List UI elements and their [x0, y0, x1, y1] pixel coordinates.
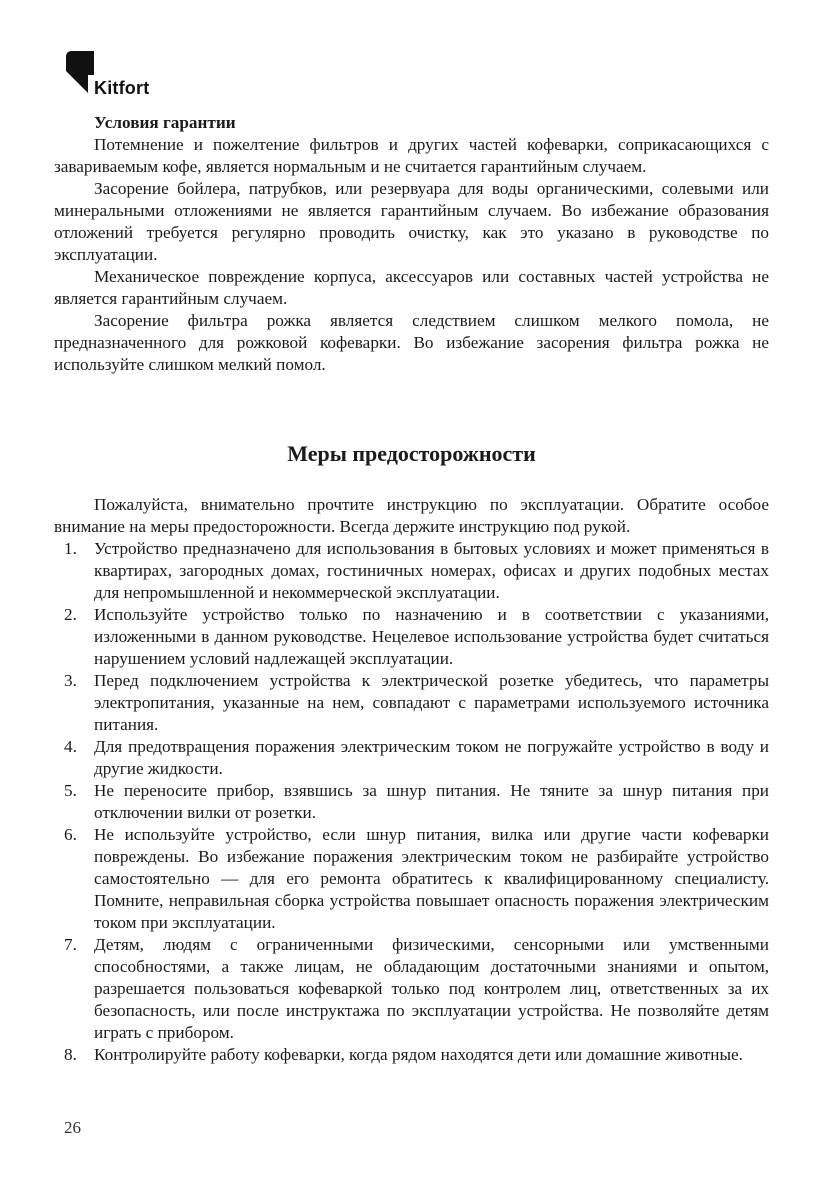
warranty-heading: Условия гарантии — [94, 113, 236, 132]
list-item — [54, 780, 769, 824]
list-item — [54, 736, 769, 780]
item-text: Не переносите прибор, взявшись за шнур питания. Не тяните за шнур питания при отключении вилки от розетки. — [94, 781, 769, 822]
item-number: 1. — [64, 539, 77, 558]
item-text: Детям, людям с ограниченными физическими, сенсорными или умственными способностями, а также лицам, не обладающим достаточными знаниями и опытом, разрешается пользоваться кофеваркой только под контролем лиц, ответственных за их безопасность, или после инструктажа по эксплуатации устройства. Не позволяйте детям играть с прибором. — [94, 935, 769, 1042]
item-number: 5. — [64, 781, 77, 800]
item-number: 8. — [64, 1045, 77, 1064]
warranty-paragraph: Засорение бойлера, патрубков, или резервуара для воды органическими, солевыми или минеральными отложениями не является гарантийным случаем. Во избежание образования отложений требуется регулярно проводить очистку, как это указано в руководстве по эксплуатации. — [54, 179, 769, 264]
precautions-intro: Пожалуйста, внимательно прочтите инструкцию по эксплуатации. Обратите особое внимание на меры предосторожности. Всегда держите инструкцию под рукой. — [54, 495, 769, 536]
list-item — [54, 934, 769, 1044]
item-number: 4. — [64, 737, 77, 756]
item-text: Для предотвращения поражения электрическим током не погружайте устройство в воду и другие жидкости. — [94, 737, 769, 778]
item-text: Перед подключением устройства к электрической розетке убедитесь, что параметры электропитания, указанные на нем, совпадают с параметрами используемого источника питания. — [94, 671, 769, 734]
item-text: Используйте устройство только по назначению и в соответствии с указаниями, изложенными в данном руководстве. Нецелевое использование устройства будет считаться нарушением условий надлежащей эксплуатации. — [94, 605, 769, 668]
warranty-paragraph: Потемнение и пожелтение фильтров и других частей кофеварки, соприкасающихся с завариваемым кофе, является нормальным и не считается гарантийным случаем. — [54, 135, 769, 176]
warranty-paragraph: Механическое повреждение корпуса, аксессуаров или составных частей устройства не является гарантийным случаем. — [54, 267, 769, 308]
item-number: 3. — [64, 671, 77, 690]
list-item — [54, 538, 769, 604]
item-text: Не используйте устройство, если шнур питания, вилка или другие части кофеварки повреждены. Во избежание поражения электрическим током не разбирайте устройство самостоятельно — для его ремонта обратитесь к квалифицированному специалисту. Помните, неправильная сборка устройства повышает опасность поражения электрическим током при эксплуатации. — [94, 825, 769, 932]
list-item — [54, 604, 769, 670]
brand-name: Kitfort — [94, 78, 150, 98]
list-item — [54, 1044, 769, 1066]
kitfort-logo — [64, 49, 184, 97]
list-item — [54, 670, 769, 736]
precautions-title: Меры предосторожности — [287, 441, 536, 466]
item-number: 7. — [64, 935, 77, 954]
item-number: 2. — [64, 605, 77, 624]
warranty-paragraph: Засорение фильтра рожка является следствием слишком мелкого помола, не предназначенного для рожковой кофеварки. Во избежание засорения фильтра рожка не используйте слишком мелкий помол. — [54, 311, 769, 374]
precautions-list — [54, 538, 769, 1066]
list-item — [54, 824, 769, 934]
item-number: 6. — [64, 825, 77, 844]
item-text: Контролируйте работу кофеварки, когда рядом находятся дети или домашние животные. — [94, 1045, 743, 1064]
page-content — [54, 112, 769, 1066]
item-text: Устройство предназначено для использования в бытовых условиях и может применяться в квартирах, загородных домах, гостиничных номерах, офисах и других подобных местах для непромышленной и некоммерческой эксплуатации. — [94, 539, 769, 602]
page-number: 26 — [64, 1118, 81, 1137]
